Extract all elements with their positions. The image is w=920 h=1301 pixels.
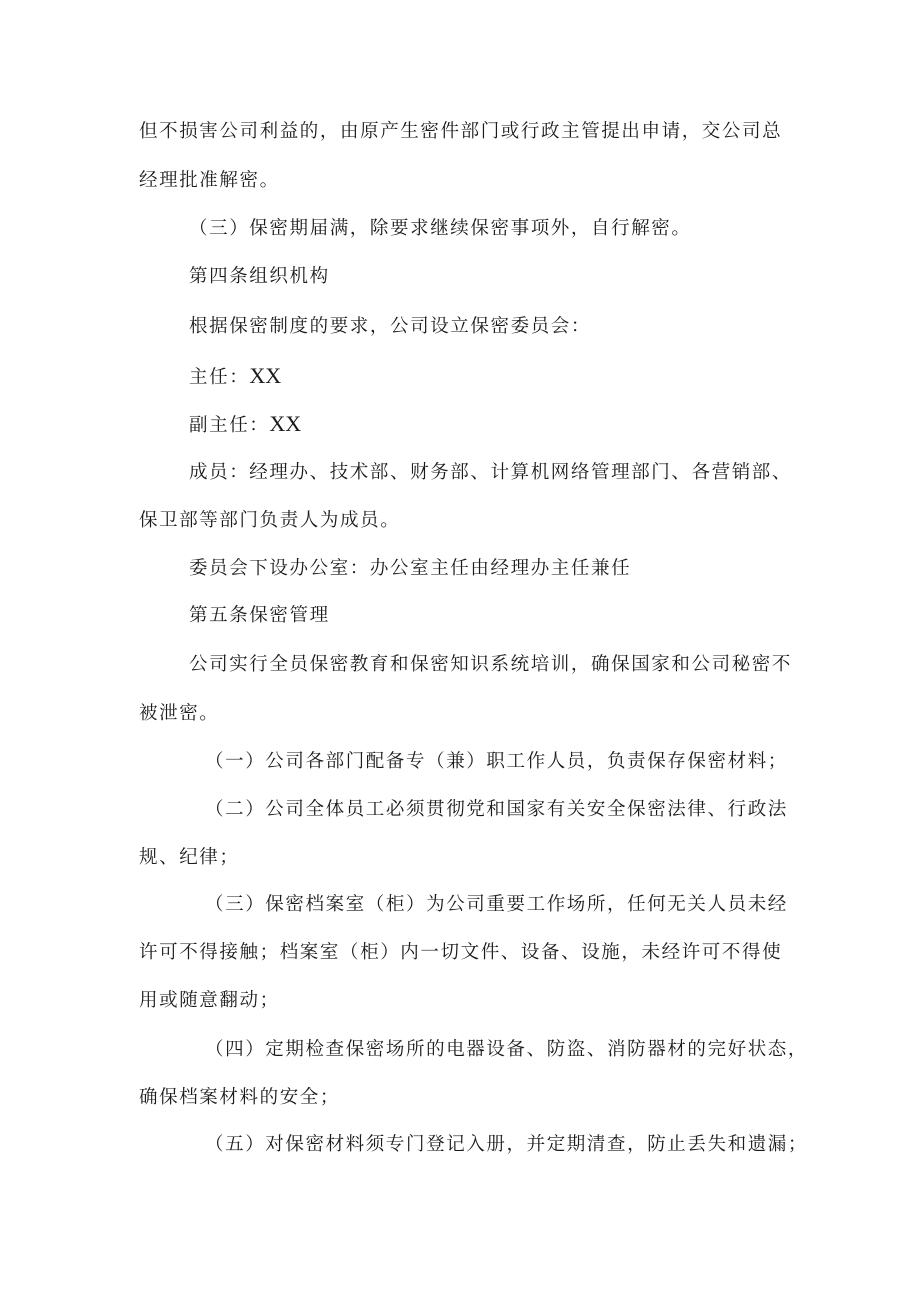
section-heading: 第四条组织机构 (189, 266, 330, 287)
list-item: （四）定期检查保密场所的电器设备、防盗、消防器材的完好状态， (205, 1039, 809, 1060)
deputy-director-label: 副主任： (189, 415, 270, 436)
paragraph-line: 规、纪律； (139, 847, 240, 868)
paragraph-line: 公司实行全员保密教育和保密知识系统培训，确保国家和公司秘密不 (189, 654, 793, 675)
paragraph-line: 被泄密。 (139, 703, 220, 724)
paragraph-line: 委员会下设办公室：办公室主任由经理办主任兼任 (189, 558, 632, 579)
list-item: （一）公司各部门配备专（兼）职工作人员，负责保存保密材料； (205, 751, 788, 772)
paragraph-line: 成员：经理办、技术部、财务部、计算机网络管理部门、各营销部、 (189, 462, 793, 483)
paragraph-line: 许可不得接触；档案室（柜）内一切文件、设备、设施，未经许可不得使 (139, 942, 783, 963)
section-heading: 第五条保密管理 (189, 605, 330, 626)
director-line (189, 365, 281, 388)
list-item: （三）保密档案室（柜）为公司重要工作场所，任何无关人员未经 (205, 894, 788, 915)
list-item: （二）公司全体员工必须贯彻党和国家有关安全保密法律、行政法 (205, 799, 788, 820)
deputy-director-line (189, 413, 301, 436)
deputy-director-name: XX (269, 411, 302, 436)
paragraph-line: 经理批准解密。 (139, 170, 280, 191)
director-name: XX (249, 363, 282, 388)
director-label: 主任： (189, 367, 250, 388)
paragraph-line: 用或随意翻动； (139, 990, 280, 1011)
list-item: （五）对保密材料须专门登记入册，并定期清查，防止丢失和遗漏； (205, 1134, 809, 1155)
paragraph-line: 确保档案材料的安全； (139, 1087, 341, 1108)
paragraph-line: 保卫部等部门负责人为成员。 (139, 510, 401, 531)
paragraph-line: （三）保密期届满，除要求继续保密事项外，自行解密。 (189, 218, 692, 239)
paragraph-line: 但不损害公司利益的，由原产生密件部门或行政主管提出申请，交公司总 (139, 121, 783, 142)
paragraph-line: 根据保密制度的要求，公司设立保密委员会： (189, 316, 592, 337)
